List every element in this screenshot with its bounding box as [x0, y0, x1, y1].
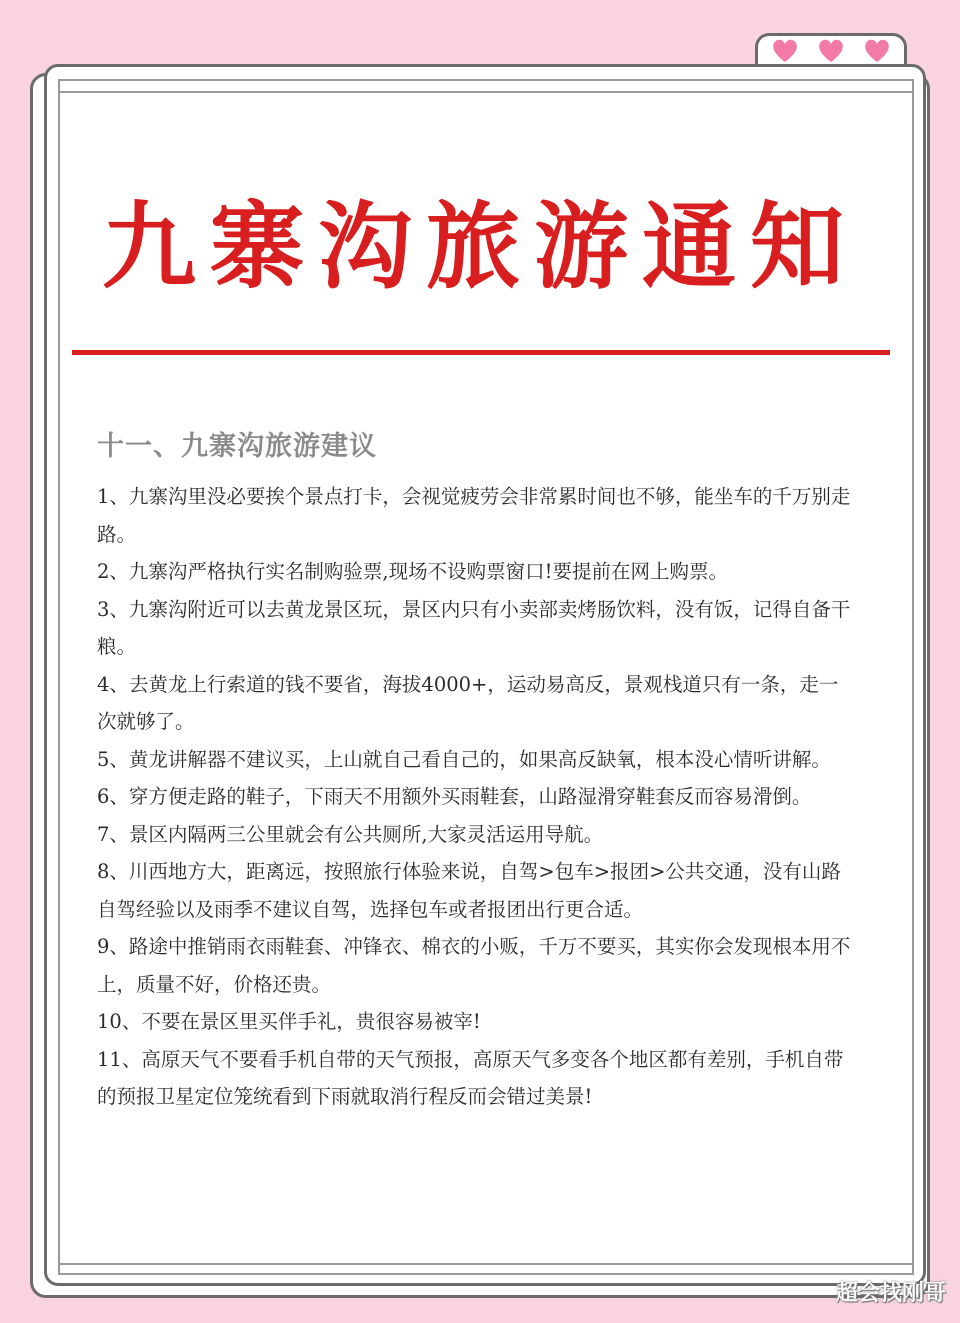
heart-icon	[863, 38, 891, 64]
list-item: 10、不要在景区里买伴手礼，贵很容易被宰!	[97, 1010, 481, 1033]
heart-icon	[817, 38, 845, 64]
title-divider	[72, 350, 890, 355]
page-title: 九寨沟旅游通知	[101, 192, 858, 302]
list-item: 11、高原天气不要看手机自带的天气预报，高原天气多变各个地区都有差别，手机自带的预报卫星定位笼统看到下雨就取消行程反而会错过美景!	[97, 1047, 844, 1108]
list-item: 5、黄龙讲解器不建议买，上山就自己看自己的，如果高反缺氧，根本没心情听讲解。	[97, 747, 831, 771]
list-item: 2、九寨沟严格执行实名制购验票,现场不设购票窗口!要提前在网上购票。	[97, 560, 728, 583]
list-item: 6、穿方便走路的鞋子，下雨天不用额外买雨鞋套，山路湿滑穿鞋套反而容易滑倒。	[97, 785, 812, 808]
list-item: 3、九寨沟附近可以去黄龙景区玩，景区内只有小卖部卖烤肠饮料，没有饭，记得自备干粮。	[97, 597, 851, 658]
list-item: 7、景区内隔两三公里就会有公共厕所,大家灵活运用导航。	[97, 822, 604, 846]
list-item: 1、九寨沟里没必要挨个景点打卡，会视觉疲劳会非常累时间也不够，能坐车的千万别走路。	[97, 485, 851, 546]
list-item: 8、川西地方大，距离远，按照旅行体验来说，自驾>包车>报团>公共交通，没有山路自驾经验以及雨季不建议自驾，选择包车或者报团出行更合适。	[97, 860, 841, 921]
list-item: 9、路途中推销雨衣雨鞋套、冲锋衣、棉衣的小贩，千万不要买，其实你会发现根本用不上，质量不好，价格还贵。	[97, 935, 851, 996]
section-heading: 十一、九寨沟旅游建议	[97, 431, 377, 462]
list-item: 4、去黄龙上行索道的钱不要省，海拔4000+，运动易高反，景观栈道只有一条，走一次就够了。	[97, 672, 839, 733]
watermark: 超会找刚哥	[835, 1281, 946, 1306]
tips-list	[97, 478, 857, 1116]
heart-decorations	[771, 38, 891, 64]
heart-icon	[771, 38, 799, 64]
frame-bottom-line	[58, 1263, 914, 1265]
frame-top-line	[58, 91, 914, 93]
